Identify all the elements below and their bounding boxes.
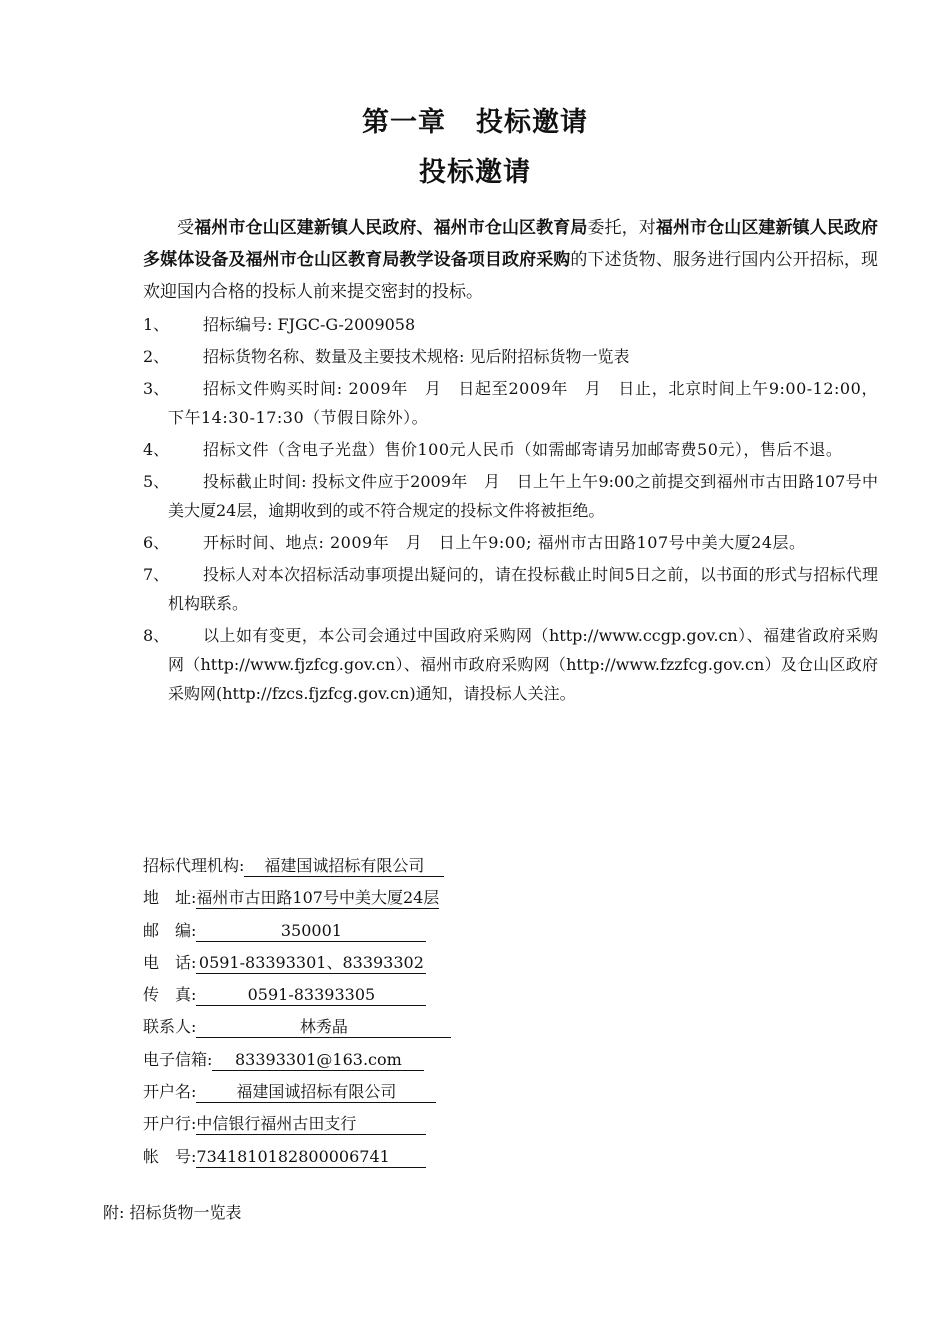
item-number: 4、 xyxy=(143,440,170,459)
agency-row xyxy=(143,1011,451,1043)
bank-value: 中信银行福州古田支行 xyxy=(196,1114,426,1135)
list-item xyxy=(143,342,878,371)
tender-items-list xyxy=(143,310,878,711)
contact-person-value: 林秀晶 xyxy=(196,1017,451,1038)
list-item xyxy=(143,467,878,525)
agency-row xyxy=(143,1044,451,1076)
intro-paragraph xyxy=(143,212,878,308)
field-label: 帐 号: xyxy=(143,1146,197,1166)
field-label: 联系人: xyxy=(143,1017,197,1037)
item-number: 2、 xyxy=(143,347,170,366)
item-text: 招标货物名称、数量及主要技术规格: 见后附招标货物一览表 xyxy=(203,347,630,366)
item-number: 7、 xyxy=(143,565,170,584)
item-number: 6、 xyxy=(143,533,170,552)
item-text: 招标编号: FJGC-G-2009058 xyxy=(203,315,416,334)
account-name-value: 福建国诚招标有限公司 xyxy=(196,1082,436,1103)
agency-name-value: 福建国诚招标有限公司 xyxy=(244,856,444,877)
agency-row xyxy=(143,1076,451,1108)
item-text: 投标截止时间: 投标文件应于2009年 月 日上午上午9:00之前提交到福州市古田路107号中美大厦24层，逾期收到的或不符合规定的投标文件将被拒绝。 xyxy=(168,472,878,520)
field-label: 开户行: xyxy=(143,1114,197,1134)
agency-row xyxy=(143,850,451,882)
fax-value: 0591-83393305 xyxy=(196,985,426,1006)
intro-client-orgs: 福州市仓山区建新镇人民政府、福州市仓山区教育局 xyxy=(194,218,588,238)
appendix-note: 附: 招标货物一览表 xyxy=(103,1203,242,1222)
intro-text-3: 的下述货物、服务进行国内公开招标，现欢迎国内合格的投标人前来提交密封的投标。 xyxy=(143,250,879,302)
field-label: 招标代理机构: xyxy=(143,856,245,875)
item-number: 5、 xyxy=(143,472,170,491)
item-text: 以上如有变更，本公司会通过中国政府采购网（http://www.ccgp.gov.cn）、福建省政府采购网（http://www.fjzfcg.gov.cn）、福州市政府采购网（http://www.fzzfcg.gov.cn）及仓山区政府采购网(http://fzcs.fjzfcg.gov.cn)通知，请投标人关注。 xyxy=(168,626,878,703)
address-value: 福州市古田路107号中美大厦24层 xyxy=(196,888,440,908)
intro-project-name: 福州市仓山区建新镇人民政府多媒体设备及福州市仓山区教育局教学设备项目政府采购 xyxy=(143,218,879,270)
item-text: 招标文件（含电子光盘）售价100元人民币（如需邮寄请另加邮寄费50元），售后不退。 xyxy=(203,440,843,459)
list-item xyxy=(143,621,878,708)
list-item xyxy=(143,435,878,464)
list-item xyxy=(143,528,878,557)
agency-row xyxy=(143,1108,451,1140)
agency-row xyxy=(143,1141,451,1173)
agency-contact-block xyxy=(143,850,451,1173)
chapter-name: 投标邀请 xyxy=(476,107,588,138)
field-label: 地 址: xyxy=(143,888,197,908)
item-number: 1、 xyxy=(143,315,170,334)
postcode-value: 350001 xyxy=(196,921,426,942)
section-title: 投标邀请 xyxy=(419,157,531,188)
chapter-number: 第一章 xyxy=(362,107,446,138)
field-label: 电 话: xyxy=(143,952,197,972)
intro-text-1: 受 xyxy=(177,218,195,238)
agency-row xyxy=(143,915,451,947)
chapter-heading xyxy=(0,100,950,139)
intro-text-2: 委托，对 xyxy=(587,218,656,238)
item-number: 8、 xyxy=(143,626,170,645)
field-label: 传 真: xyxy=(143,985,197,1005)
field-label: 开户名: xyxy=(143,1082,197,1102)
agency-row xyxy=(143,882,451,914)
item-text: 投标人对本次招标活动事项提出疑问的，请在投标截止时间5日之前，以书面的形式与招标代理机构联系。 xyxy=(168,565,878,613)
agency-row xyxy=(143,947,451,979)
phone-value: 0591-83393301、83393302 xyxy=(196,953,426,974)
item-number: 3、 xyxy=(143,379,170,398)
list-item xyxy=(143,560,878,618)
field-label: 电子信箱: xyxy=(143,1049,213,1069)
list-item xyxy=(143,374,878,432)
account-number-value: 7341810182800006741 xyxy=(196,1147,426,1168)
agency-row xyxy=(143,979,451,1011)
list-item xyxy=(143,310,878,339)
email-value: 83393301@163.com xyxy=(212,1050,424,1071)
item-text: 开标时间、地点: 2009年 月 日上午9:00; 福州市古田路107号中美大厦24层。 xyxy=(203,533,806,552)
item-text: 招标文件购买时间: 2009年 月 日起至2009年 月 日止，北京时间上午9:00-12:00，下午14:30-17:30（节假日除外）。 xyxy=(168,379,878,427)
field-label: 邮 编: xyxy=(143,920,197,940)
